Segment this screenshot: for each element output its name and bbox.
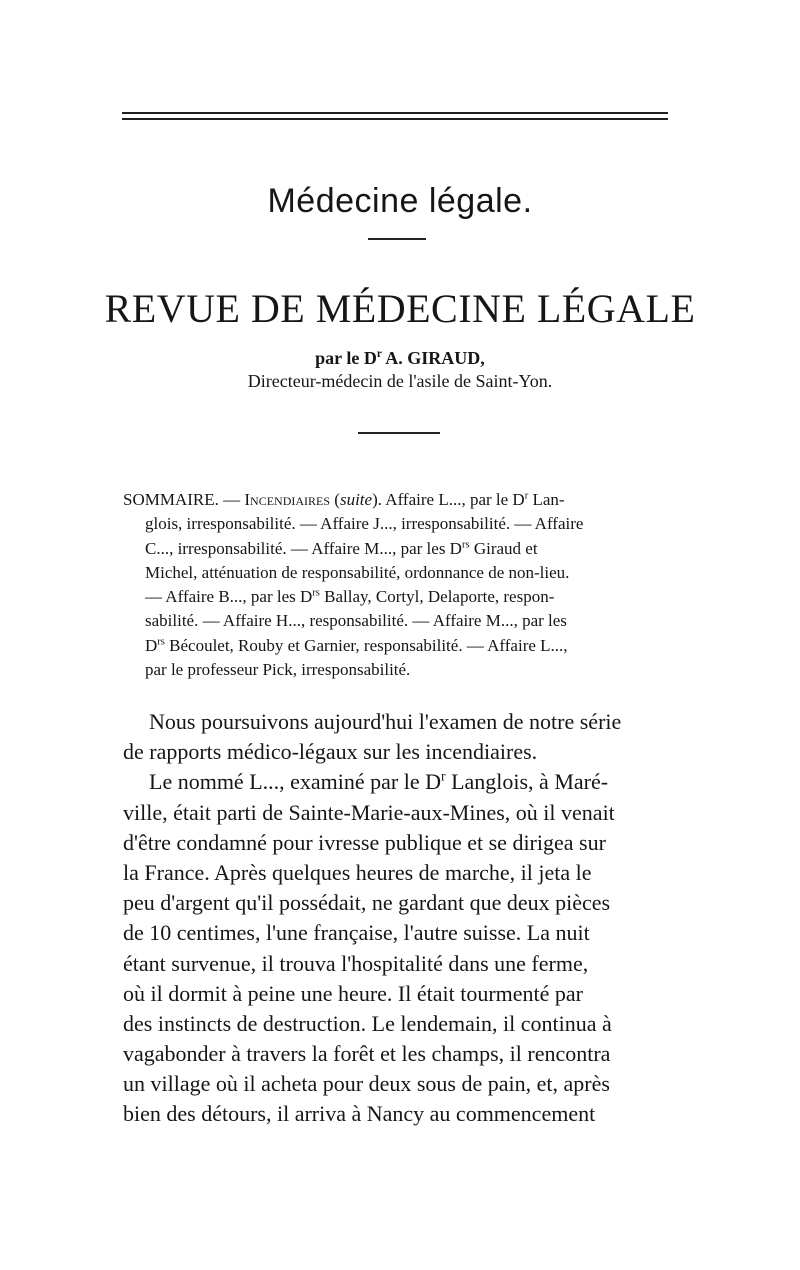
byline-author: A. GIRAUD, [381,348,485,368]
summary-sup: r [524,490,529,502]
summary-text: D [145,635,158,655]
body-line: un village où il acheta pour deux sous de pain, et, après [123,1071,610,1097]
body-sup: r [441,769,446,785]
summary-text: Giraud et [469,538,538,558]
body-line: des instincts de destruction. Le lendemain, il continua à [123,1010,612,1036]
summary-line: par le professeur Pick, irresponsabilité. [145,660,411,680]
body-line: de 10 centimes, l'une française, l'autre suisse. La nuit [123,920,590,946]
summary-text: ( [330,490,340,509]
summary-line [123,585,669,609]
body-line: où il dormit à peine une heure. Il était tourmenté par [123,980,584,1006]
summary-line [123,537,669,561]
summary-line: Michel, atténuation de responsabilité, ordonnance de non-lieu. [145,562,570,582]
summary-label: SOMMAIRE. [123,490,219,509]
summary-line: glois, irresponsabilité. — Affaire J..., irresponsabilité. — Affaire [145,514,584,534]
body-line: étant survenue, il trouva l'hospitalité dans une ferme, [123,950,589,976]
summary-divider [358,432,440,434]
summary-block [123,488,669,682]
header-double-rule [122,112,668,120]
summary-italic: suite [339,490,373,509]
summary-sup: rs [312,587,320,599]
body-text-run: Langlois, à Maré- [445,769,609,795]
article-title: REVUE DE MÉDECINE LÉGALE [104,286,696,331]
summary-text: Lan- [528,490,565,509]
byline-prefix: par le D [315,348,377,368]
body-line: de rapports médico-légaux sur les incendiaires. [123,739,538,765]
summary-sup: rs [157,636,165,648]
body-text-run: Le nommé L..., examiné par le D [149,769,442,795]
summary-text: ). Affaire L..., par le D [372,490,525,509]
body-text [123,707,679,1130]
author-affiliation: Directeur-médecin de l'asile de Saint-Yon. [247,371,553,391]
summary-sup: rs [461,538,470,550]
summary-line [123,488,669,512]
body-line: peu d'argent qu'il possédait, ne gardant que deux pièces [123,890,611,916]
body-line: vagabonder à travers la forêt et les champs, il rencontra [123,1041,611,1067]
summary-text: Bécoulet, Rouby et Garnier, responsabilité. — Affaire L..., [164,635,568,655]
body-line: la France. Après quelques heures de marche, il jeta le [123,859,592,885]
body-line: Nous poursuivons aujourd'hui l'examen de notre série [149,709,622,734]
byline-prefix-sup: r [376,348,382,360]
section-title: Médecine légale. [267,182,533,220]
body-line: bien des détours, il arriva à Nancy au commencement [123,1101,596,1127]
summary-text: — [218,490,245,509]
title-divider [368,238,426,240]
body-line: d'être condamné pour ivresse publique et se dirigea sur [123,829,606,855]
summary-line [123,634,669,658]
body-line: ville, était parti de Sainte-Marie-aux-Mines, où il venait [123,799,615,825]
summary-line: sabilité. — Affaire H..., responsabilité. — Affaire M..., par les [145,611,567,631]
body-line [123,767,679,797]
summary-text: Ballay, Cortyl, Delaporte, respon- [319,587,555,607]
summary-text: — Affaire B..., par les D [145,587,313,607]
byline [0,348,800,369]
summary-topic: Incendiaires [244,490,331,509]
summary-text: C..., irresponsabilité. — Affaire M..., par les D [145,538,462,558]
